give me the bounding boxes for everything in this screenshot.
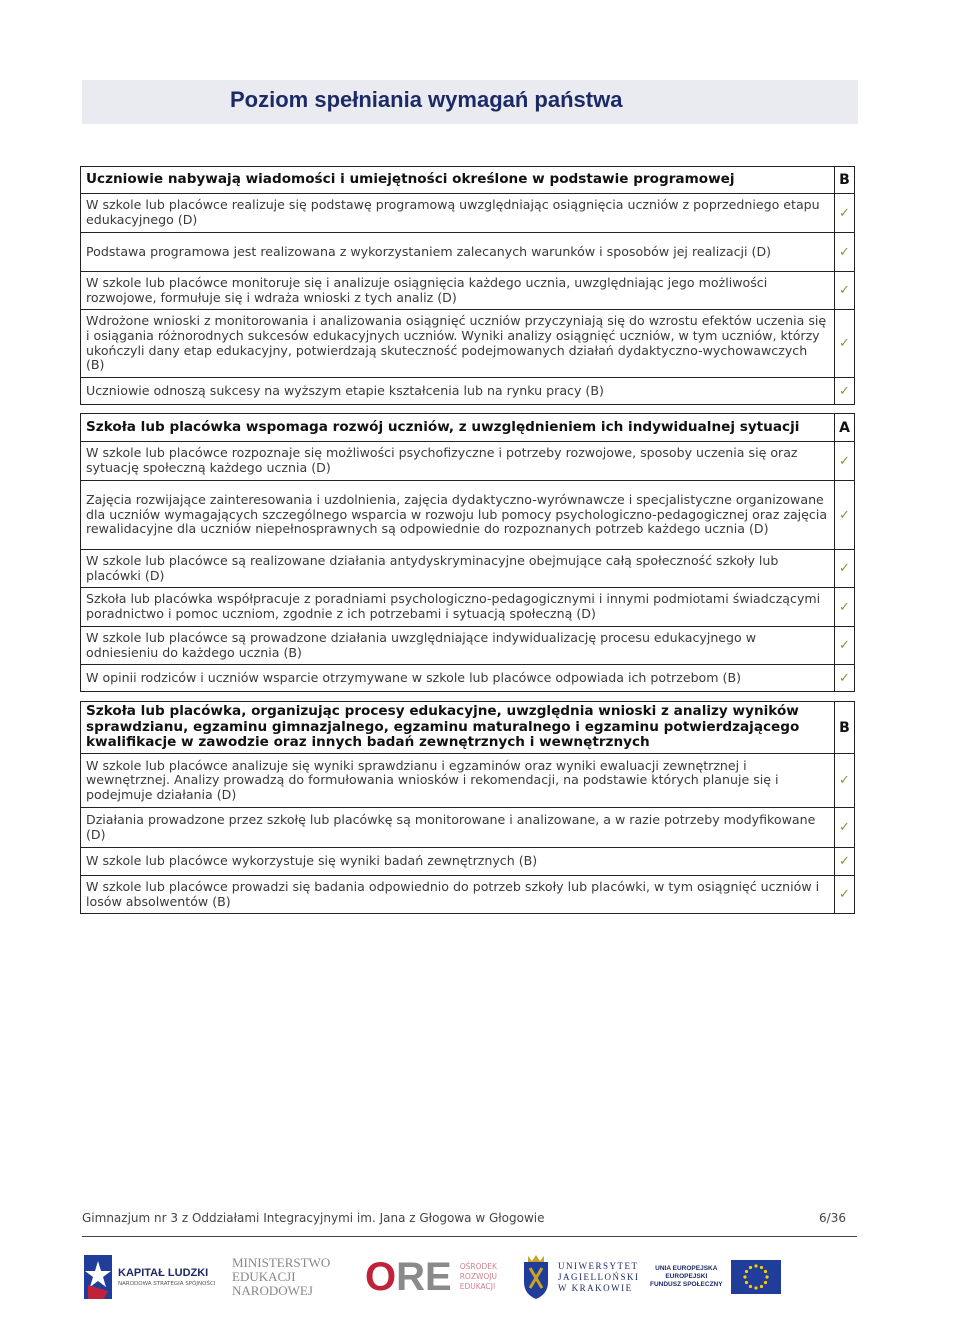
footer-page-number: 6/36 [819,1211,846,1225]
ore-word: ROZWOJU [459,1272,497,1281]
requirement-text: W szkole lub placówce wykorzystuje się wyniki badań zewnętrznych (B) [81,848,835,876]
check-icon: ✓ [835,194,855,233]
ministerstwo-logo [232,1250,330,1304]
section-heading: Szkoła lub placówka wspomaga rozwój uczniów, z uwzględnieniem ich indywidualnej sytuacji [81,414,835,442]
ore-logo [365,1250,497,1304]
requirement-text: W szkole lub placówce analizuje się wyniki sprawdzianu i egzaminów oraz wyniki ewaluacji zewnętrznej i wewnętrznej. Analizy prowadzą do formułowania wniosków i rekomendacji, na podstawie których planuje się i podejmuje działania (D) [81,754,835,808]
ue-line: UNIA EUROPEJSKA [655,1265,718,1272]
check-icon: ✓ [835,233,855,272]
section-heading: Uczniowie nabywają wiadomości i umiejętności określone w podstawie programowej [81,167,835,194]
uj-line: UNIWERSYTET [558,1260,639,1271]
check-icon: ✓ [835,550,855,588]
requirement-text: Zajęcia rozwijające zainteresowania i uzdolnienia, zajęcia dydaktyczno-wyrównawcze i specjalistyczne organizowane dla uczniów wymagających szczególnego wsparcia w rozwoju lub pomocy psychologiczno-pedagogicznej oraz zajęcia rewalidacyjne dla uczniów niepełnosprawnych są odpowiednie do rozpoznanych potrzeb każdego ucznia (D) [81,481,835,550]
uj-line: W KRAKOWIE [558,1282,633,1293]
ue-line: EUROPEJSKI [665,1273,708,1280]
kapital-ludzki-subtitle: NARODOWA STRATEGIA SPÓJNOŚCI [118,1281,216,1287]
unia-europejska-logo [650,1250,781,1304]
requirement-text: W szkole lub placówce rozpoznaje się możliwości psychofizyczne i potrzeby rozwojowe, sposoby uczenia się oraz sytuację społeczną każdego ucznia (D) [81,442,835,481]
uniwersytet-logo [522,1250,640,1304]
ministerstwo-line: NARODOWEJ [232,1283,313,1298]
requirement-text: W szkole lub placówce monitoruje się i analizuje osiągnięcia każdego ucznia, uwzględniając jego możliwości rozwojowe, formułuje się i wdraża wnioski z tych analiz (D) [81,272,835,310]
requirement-text: Uczniowie odnoszą sukcesy na wyższym etapie kształcenia lub na rynku pracy (B) [81,378,835,405]
check-icon: ✓ [835,481,855,550]
requirement-table-1 [80,166,855,405]
grade-letter: B [835,167,855,194]
kapital-ludzki-title: KAPITAŁ LUDZKI [118,1267,209,1279]
crest-icon [522,1254,550,1300]
grade-letter: A [835,414,855,442]
footer-school-name: Gimnazjum nr 3 z Oddziałami Integracyjnymi im. Jana z Głogowa w Głogowie [82,1211,545,1225]
requirement-text: W szkole lub placówce są prowadzone działania uwzględniające indywidualizację procesu edukacyjnego w odniesieniu do każdego ucznia (B) [81,627,835,665]
requirement-table-3 [80,701,855,914]
ore-logo-o: O [365,1254,397,1299]
requirement-text: Wdrożone wnioski z monitorowania i analizowania osiągnięć uczniów przyczyniają się do wzrostu efektów uczenia się i osiągania różnorodnych sukcesów edukacyjnych uczniów. Wyniki analizy osiągnięć uczniów, w tym uczniów, którzy ukończyli dany etap edukacyjny, potwierdzają skuteczność podejmowanych działań dydaktyczno-wychowawczych (B) [81,310,835,378]
section-heading: Szkoła lub placówka, organizując procesy edukacyjne, uwzględnia wnioski z analizy wyników sprawdzianu, egzaminu gimnazjalnego, egzaminu maturalnego i egzaminu potwierdzającego kwalifikacje w zawodzie oraz innych badań zewnętrznych i wewnętrznych [81,702,835,754]
requirement-text: W szkole lub placówce realizuje się podstawę programową uwzględniając osiągnięcia uczniów z poprzedniego etapu edukacyjnego (D) [81,194,835,233]
page-title: Poziom spełniania wymagań państwa [230,87,623,112]
ore-word: EDUKACJI [459,1282,496,1291]
title-bar [82,80,858,124]
eu-flag-icon [731,1260,781,1294]
uj-line: JAGIELLOŃSKI [558,1271,640,1282]
ore-logo-re: RE [396,1254,452,1299]
grade-letter: B [835,702,855,754]
ore-word: OŚRODEK [459,1262,497,1271]
check-icon: ✓ [835,272,855,310]
requirement-text: Działania prowadzone przez szkołę lub placówkę są monitorowane i analizowane, a w razie potrzeby modyfikowane (D) [81,808,835,848]
check-icon: ✓ [835,754,855,808]
check-icon: ✓ [835,808,855,848]
check-icon: ✓ [835,876,855,914]
check-icon: ✓ [835,848,855,876]
ministerstwo-line: EDUKACJI [232,1269,296,1284]
check-icon: ✓ [835,378,855,405]
check-icon: ✓ [835,665,855,692]
check-icon: ✓ [835,627,855,665]
requirement-text: W szkole lub placówce prowadzi się badania odpowiednio do potrzeb szkoły lub placówki, w tym osiągnięć uczniów i losów absolwentów (B) [81,876,835,914]
kapital-ludzki-logo [84,1250,215,1304]
footer-divider [82,1236,857,1237]
requirement-text: Podstawa programowa jest realizowana z wykorzystaniem zalecanych warunków i sposobów jej realizacji (D) [81,233,835,272]
requirement-text: W opinii rodziców i uczniów wsparcie otrzymywane w szkole lub placówce odpowiada ich potrzebom (B) [81,665,835,692]
check-icon: ✓ [835,310,855,378]
requirement-table-2 [80,413,855,692]
ue-line: FUNDUSZ SPOŁECZNY [650,1281,723,1288]
ministerstwo-line: MINISTERSTWO [232,1255,331,1270]
check-icon: ✓ [835,588,855,627]
requirement-text: W szkole lub placówce są realizowane działania antydyskryminacyjne obejmujące całą społeczność szkoły lub placówki (D) [81,550,835,588]
requirement-text: Szkoła lub placówka współpracuje z poradniami psychologiczno-pedagogicznymi i innymi podmiotami świadczącymi poradnictwo i pomoc uczniom, zgodnie z ich potrzebami i sytuacją społeczną (D) [81,588,835,627]
star-icon [84,1255,112,1299]
check-icon: ✓ [835,442,855,481]
